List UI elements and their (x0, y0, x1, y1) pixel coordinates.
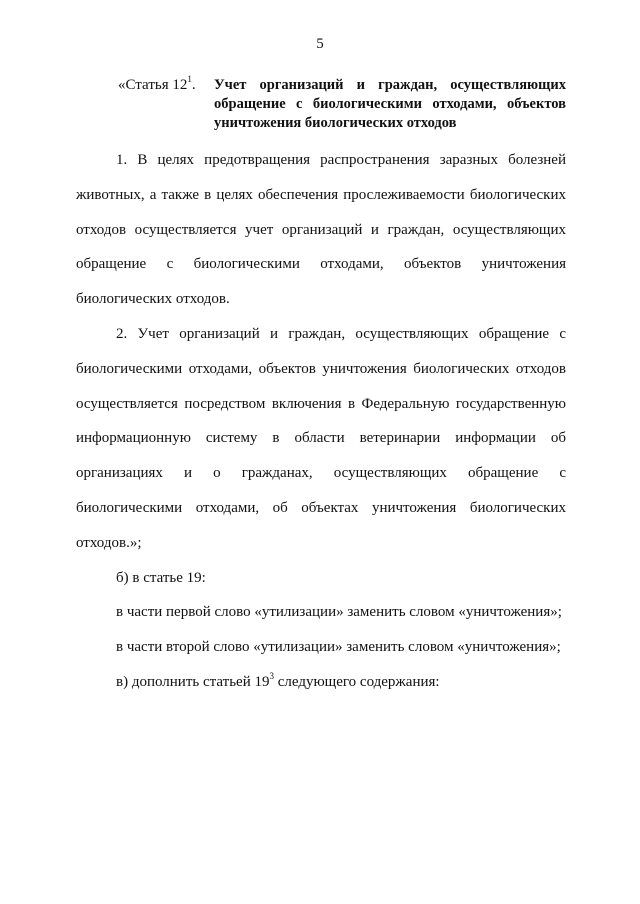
paragraph-2: 2. Учет организаций и граждан, осуществляющих обращение с биологическими отходами, объектов уничтожения биологических отходов осуществляется посредством включения в Федеральную государственную информационную систему в области ветеринарии информации об организациях и о гражданах, осуществляющих обращение с биологическими отходами, об объектах уничтожения биологических отходов.»; (76, 325, 566, 551)
paragraph-v-suffix: следующего содержания: (273, 673, 440, 690)
article-label-suffix: . (191, 77, 196, 93)
paragraph-v-text: в) дополнить статьей 19 (116, 673, 270, 690)
document-body (76, 143, 566, 700)
paragraph-b: б) в статье 19: (116, 569, 206, 586)
article-label-superscript: 1 (187, 74, 192, 84)
article-title: Учет организаций и граждан, осуществляющих обращение с биологическими отходами, объектов уничтожения биологических отходов (214, 77, 566, 131)
paragraph-v (76, 665, 566, 700)
page-number: 5 (316, 36, 324, 52)
paragraph-part-one: в части первой слово «утилизации» заменить словом «уничтожения»; (116, 604, 562, 621)
article-label-text: «Статья 12 (118, 77, 188, 93)
paragraph-part-two: в части второй слово «утилизации» заменить словом «уничтожения»; (116, 639, 561, 656)
paragraph-1: 1. В целях предотвращения распространения заразных болезней животных, а также в целях обеспечения прослеживаемости биологических отходов осуществляется учет организаций и граждан, осуществляющих обращение с биологическими отходами, объектов уничтожения биологических отходов. (76, 152, 566, 308)
article-label (118, 76, 196, 95)
paragraph-v-superscript: 3 (269, 670, 274, 681)
